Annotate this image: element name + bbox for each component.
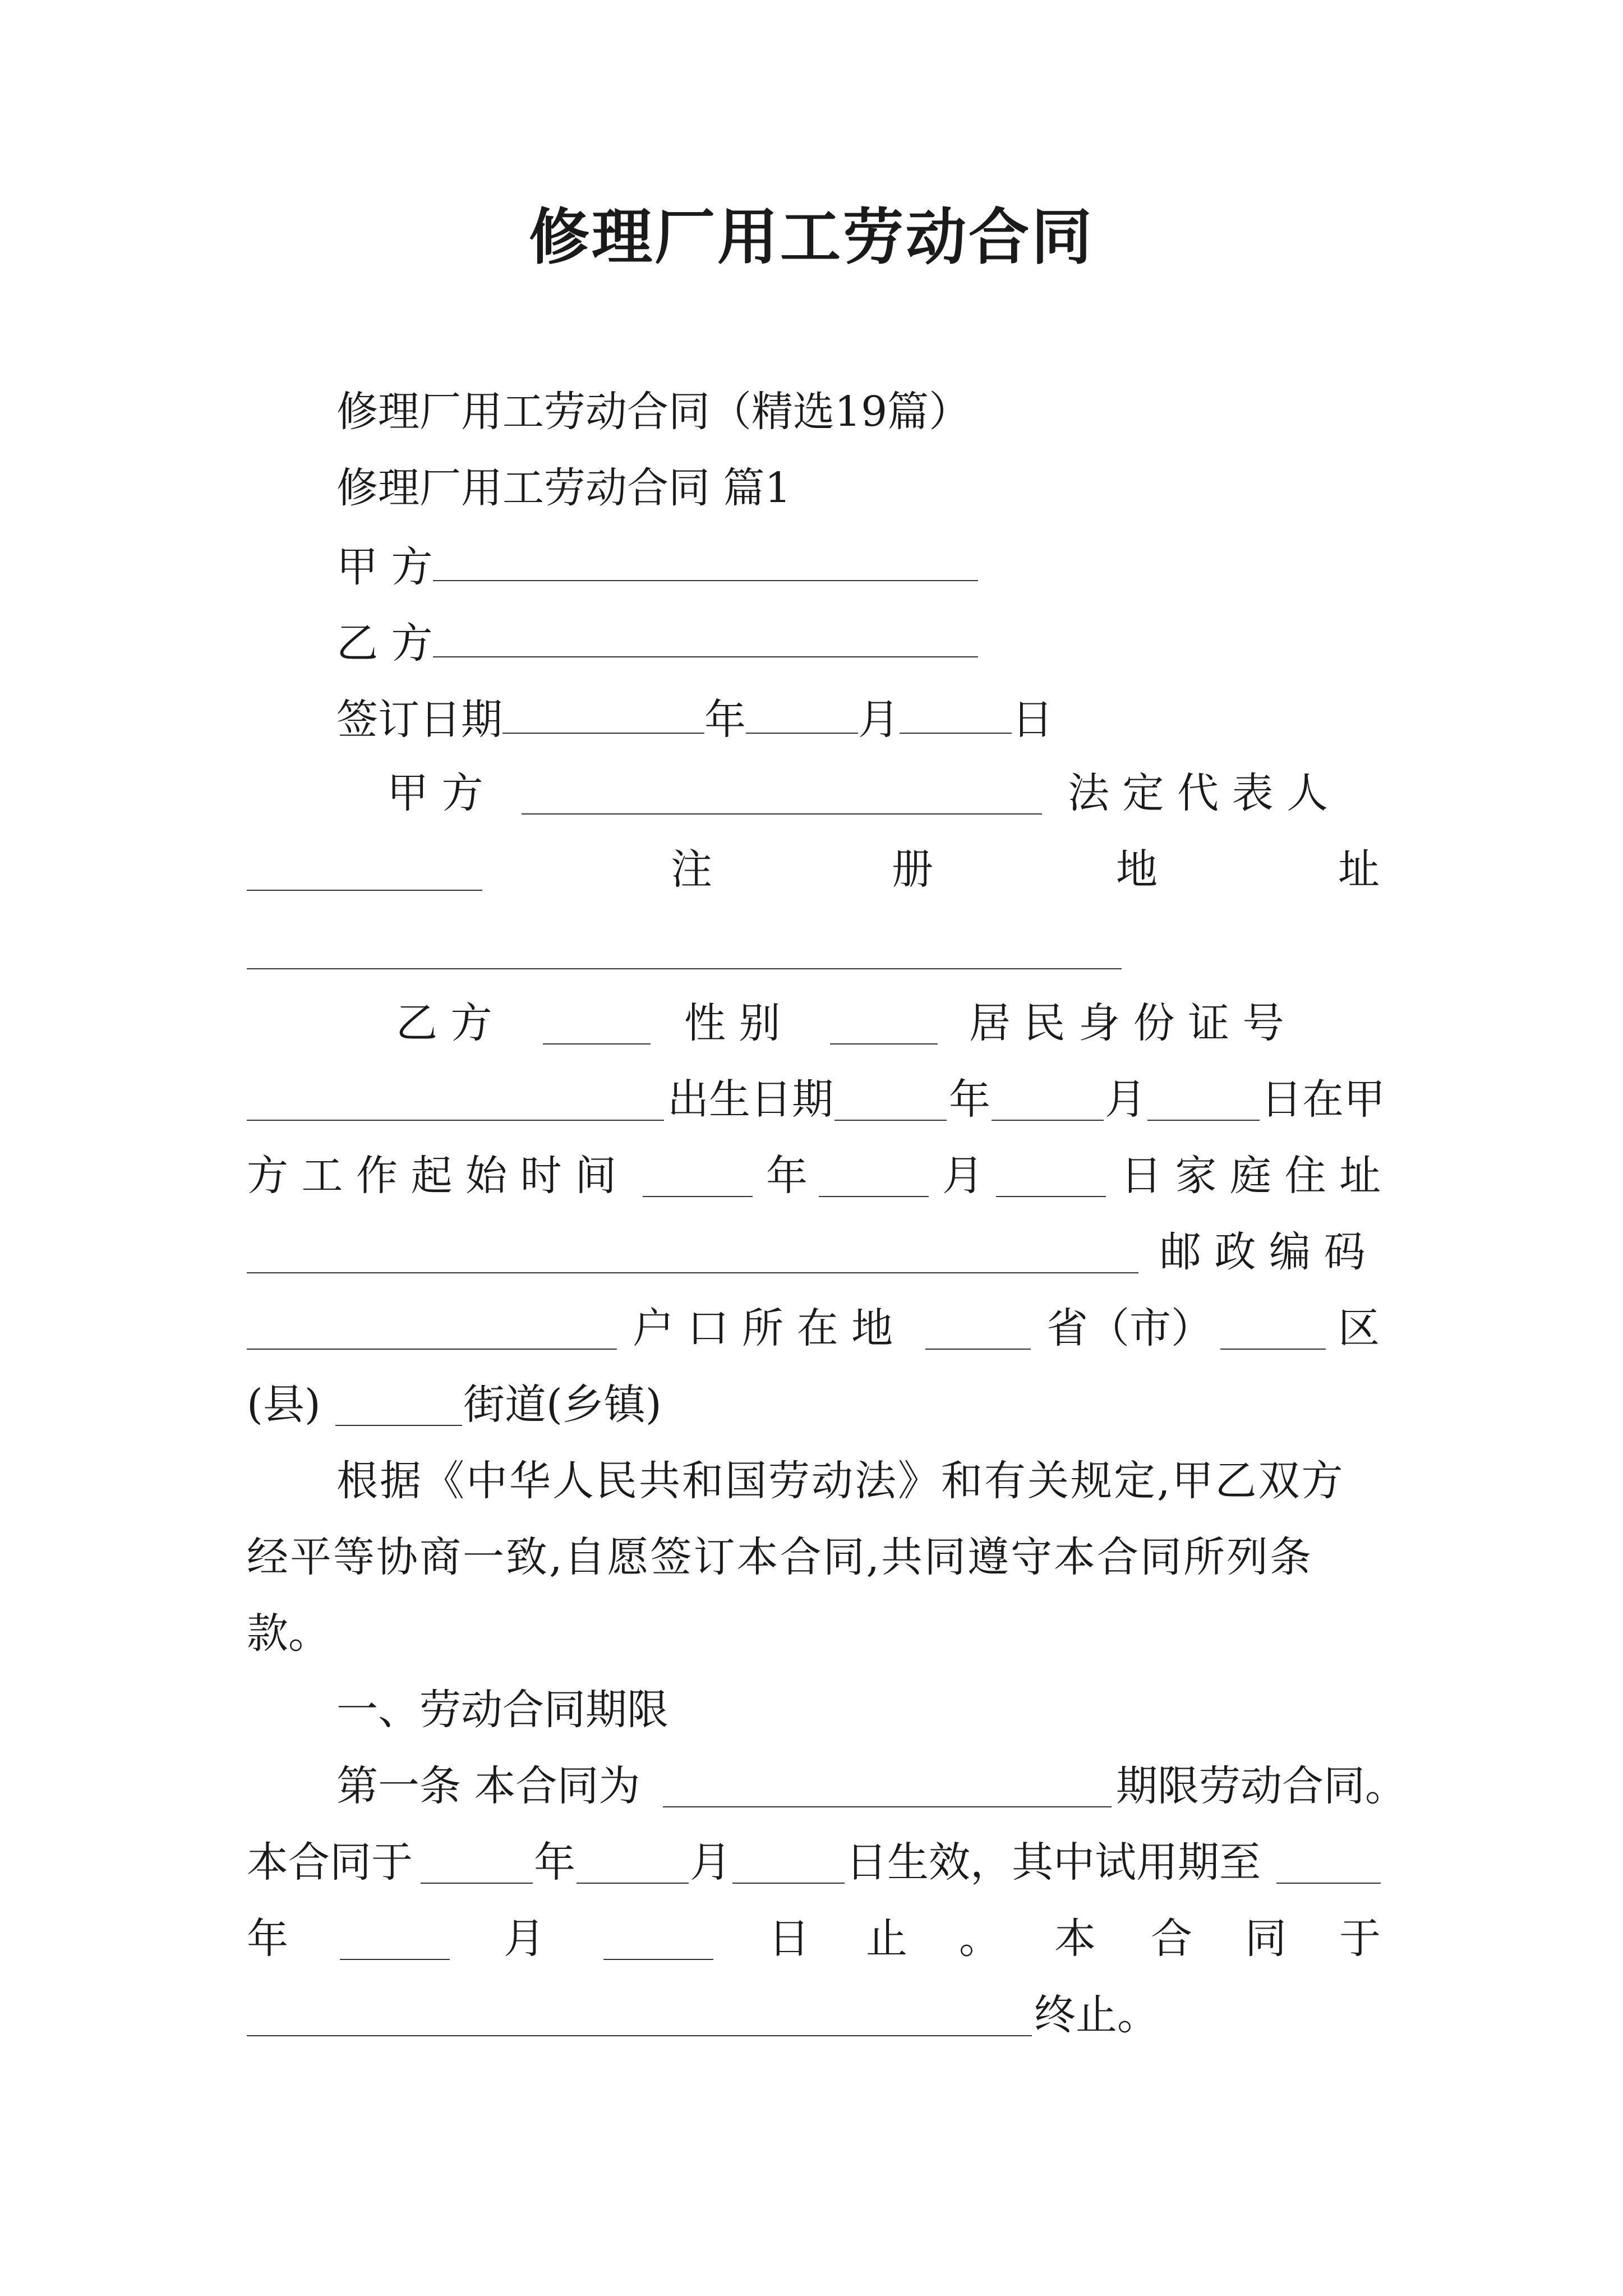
art1-term-blank xyxy=(663,1806,1112,1807)
basis-line-2: 经平等协商一致,自愿签订本合同,共同遵守本合同所列条 xyxy=(247,1533,1313,1581)
probation-year-blank xyxy=(1276,1883,1381,1884)
probation-month-blank xyxy=(340,1959,450,1960)
sign-month-unit: 月 xyxy=(858,696,900,744)
reg-address-blank xyxy=(247,968,1122,969)
l3-word-1: 日 xyxy=(768,1915,810,1963)
province-blank xyxy=(925,1349,1031,1350)
birth-label: 出生日期 xyxy=(667,1075,833,1124)
art1-line2-mid: 日生效，其中试用期至 xyxy=(846,1838,1261,1887)
party-b-line xyxy=(336,613,1623,671)
sign-month-blank xyxy=(746,689,858,734)
chapter-1-heading: 一、劳动合同期限 xyxy=(336,1686,668,1734)
work-year-unit: 年 xyxy=(766,1152,808,1200)
work-month-unit: 月 xyxy=(942,1152,984,1200)
section-heading: 修理厂用工劳动合同 篇1 xyxy=(336,464,791,512)
art1-lead: 第一条 本合同为 xyxy=(336,1762,640,1810)
county-label: (县) xyxy=(247,1381,321,1429)
l3-word-5: 合 xyxy=(1151,1915,1192,1963)
subtitle: 修理厂用工劳动合同（精选19篇） xyxy=(336,388,971,436)
id-no-blank xyxy=(247,1120,664,1121)
home-label: 日 家 庭 住 址 xyxy=(1121,1152,1381,1200)
work-start-label: 方 工 作 起 始 时 间 xyxy=(247,1152,617,1200)
sign-date-label: 签订日期 xyxy=(336,696,502,744)
art1-line4-end: 终止。 xyxy=(1034,1991,1159,2039)
sign-day-unit: 日 xyxy=(1012,696,1053,744)
party-a-blank xyxy=(433,536,978,581)
sign-year-unit: 年 xyxy=(704,696,746,744)
basis-line-1: 根据《中华人民共和国劳动法》和有关规定,甲乙双方 xyxy=(336,1457,1345,1505)
eff-day-blank xyxy=(732,1883,845,1884)
reg-word-4: 址 xyxy=(1338,845,1380,894)
reg-word-2: 册 xyxy=(892,845,933,894)
gender-blank xyxy=(830,1043,938,1045)
district-label: 区 xyxy=(1338,1304,1380,1352)
party-a-label: 甲 方 xyxy=(336,543,433,591)
work-month-blank xyxy=(819,1196,929,1197)
work-day-blank xyxy=(996,1196,1106,1197)
l3-word-3: 。 xyxy=(959,1915,1000,1963)
basis-line-3: 款。 xyxy=(247,1609,330,1658)
sign-date-line xyxy=(336,689,1623,748)
work-year-blank xyxy=(643,1196,753,1197)
termination-blank xyxy=(247,2035,1032,2036)
street-label: 街道(乡镇) xyxy=(463,1381,662,1429)
l3-word-4: 本 xyxy=(1054,1915,1096,1963)
birth-month-blank xyxy=(992,1120,1104,1121)
probation-year-unit: 年 xyxy=(247,1915,288,1963)
hukou-label: 户 口 所 在 地 xyxy=(633,1304,893,1352)
reg-word-3: 地 xyxy=(1116,845,1158,894)
b-info-party: 乙 方 xyxy=(396,999,492,1047)
birth-year-blank xyxy=(834,1120,947,1121)
birth-day-blank xyxy=(1147,1120,1260,1121)
art1-tail: 期限劳动合同。 xyxy=(1116,1762,1407,1810)
eff-year-blank xyxy=(421,1883,533,1884)
document-title: 修理厂用工劳动合同 xyxy=(528,202,1094,273)
party-a-line xyxy=(336,536,1623,595)
party-b-blank xyxy=(433,613,978,657)
l3-word-7: 于 xyxy=(1339,1915,1381,1963)
legal-rep-label: 法 定 代 表 人 xyxy=(1068,769,1329,817)
probation-month-unit: 月 xyxy=(504,1915,545,1963)
a-info-name-blank xyxy=(522,813,1042,815)
eff-month-unit: 月 xyxy=(690,1838,731,1887)
eff-month-blank xyxy=(577,1883,689,1884)
birth-year-unit: 年 xyxy=(949,1075,990,1124)
district-blank xyxy=(1220,1349,1326,1350)
party-b-label: 乙 方 xyxy=(336,619,433,668)
reg-word-1: 注 xyxy=(671,845,712,894)
birth-tail: 日在甲 xyxy=(1261,1075,1385,1124)
l3-word-6: 同 xyxy=(1245,1915,1287,1963)
province-label: 省（市） xyxy=(1046,1304,1212,1352)
gender-label: 性 别 xyxy=(684,999,781,1047)
art1-line2-lead: 本合同于 xyxy=(247,1838,413,1887)
sign-day-blank xyxy=(900,689,1012,734)
probation-day-blank xyxy=(603,1959,713,1960)
postcode-blank xyxy=(247,1349,617,1350)
birth-month-unit: 月 xyxy=(1105,1075,1146,1124)
eff-year-unit: 年 xyxy=(534,1838,575,1887)
l3-word-2: 止 xyxy=(866,1915,907,1963)
county-blank xyxy=(335,1425,462,1426)
b-name-blank xyxy=(543,1043,651,1045)
id-no-label: 居 民 身 份 证 号 xyxy=(969,999,1284,1047)
sign-year-blank xyxy=(502,689,704,734)
home-blank xyxy=(247,1272,1138,1273)
legal-rep-blank xyxy=(247,890,482,891)
postcode-label: 邮 政 编 码 xyxy=(1160,1228,1366,1276)
a-info-party: 甲 方 xyxy=(387,769,483,817)
